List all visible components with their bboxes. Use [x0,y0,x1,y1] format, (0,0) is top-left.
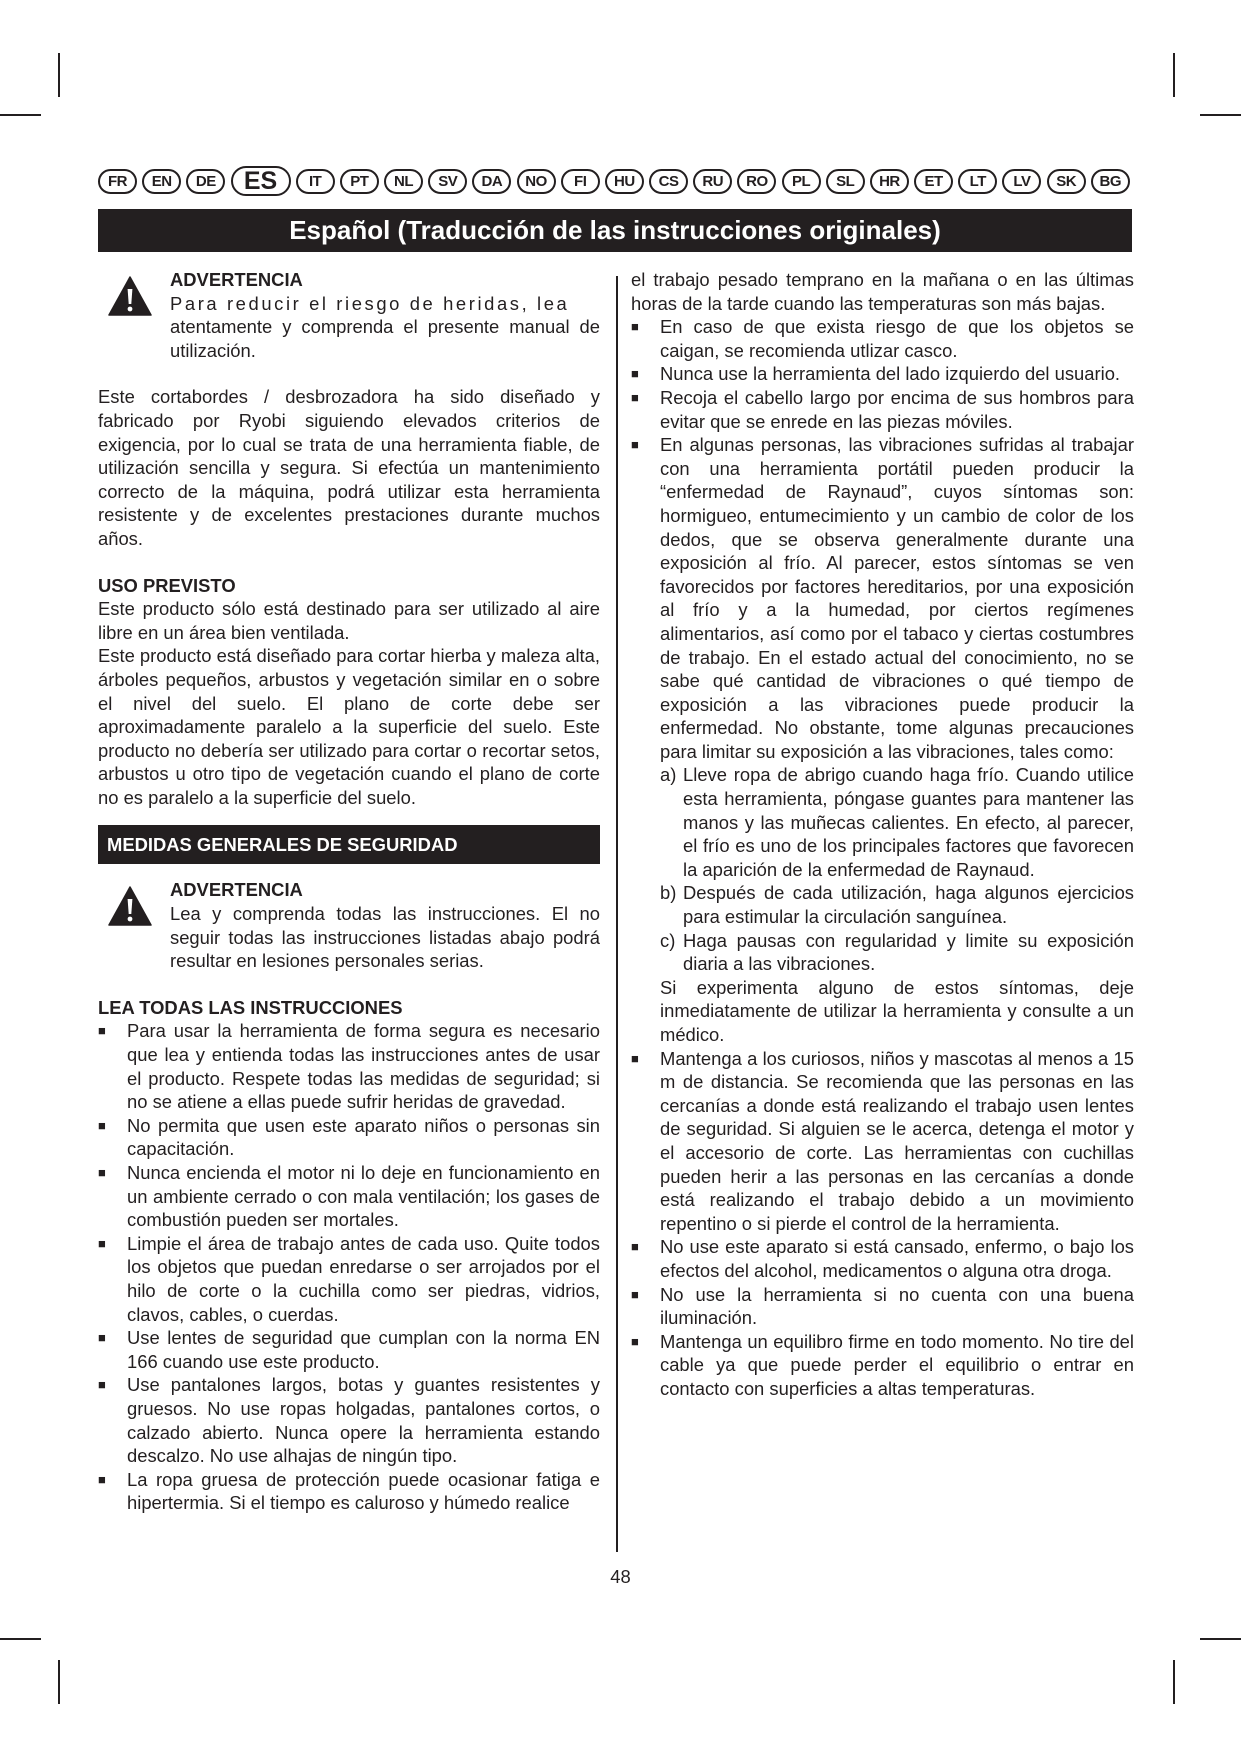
list-item-text: Use lentes de seguridad que cumplan con la norma EN 166 cuando use este producto. [127,1327,600,1372]
uso-previsto-heading: USO PREVISTO [98,574,236,596]
sub-item-label: c) [660,929,676,951]
list-item [631,1235,1134,1282]
list-item [98,1161,600,1232]
safety-list [98,1019,600,1514]
uso-previsto-paragraph: Este producto sólo está destinado para ser utilizado al aire libre en un área bien ventilada. [98,598,600,643]
vibration-subitems [631,763,1134,1046]
list-item [98,1114,600,1161]
lang-tab-en: EN [142,169,181,194]
list-item-text: Limpie el área de trabajo antes de cada uso. Quite todos los objetos que puedan enredarse o ser arrojados por el hilo de corte o la cuchilla como ser piedras, vidrios, clavos, cables, o cuerdas. [127,1232,600,1325]
list-item-text: En algunas personas, las vibraciones sufridas al trabajar con una herramienta portátil pueden producir la “enfermedad de Raynaud”, cuyos síntomas son: hormigueo, entumecimiento y un cambio de color de los dedos, que se observa generalmente durante una exposición al frío. Al parecer, estos síntomas se ven favorecidos por factores hereditarios, por una exposición al frío y a la humedad, por ciertos regímenes alimentarios, así como por el tabaco y ciertas costumbres de trabajo. En el estado actual del conocimiento, no se sabe qué cantidad de vibraciones o qué tiempo de exposición a las vibraciones puede producir la enfermedad. No obstante, tome algunas precauciones para limitar su exposición a las vibraciones, tales como: [660,434,1134,762]
list-item-text: Mantenga un equilibro firme en todo momento. No tire del cable ya que puede perder el equilibrio o entrar en contacto con superficies a altas temperaturas. [660,1330,1134,1399]
crop-mark [1173,53,1175,97]
list-item [98,1232,600,1326]
list-item [98,1326,600,1373]
lang-tab-de: DE [186,169,225,194]
lang-tab-lt: LT [958,169,997,194]
warning-triangle-icon [108,276,152,316]
right-column [631,268,1134,1401]
lang-tab-hr: HR [870,169,909,194]
sub-item [660,763,1134,881]
language-tabs [98,166,1130,196]
bullet-icon: ■ [98,1235,106,1251]
list-item [98,1019,600,1113]
warning-block [98,878,600,972]
crop-mark [58,1660,60,1704]
crop-mark [1200,1638,1241,1640]
list-item-text: No use este aparato si está cansado, enfermo, o bajo los efectos del alcohol, medicamentos o alguna otra droga. [660,1236,1134,1281]
safety-list [631,315,1134,763]
lang-tab-hu: HU [605,169,644,194]
list-item [98,1373,600,1467]
list-item [631,386,1134,433]
list-item [631,315,1134,362]
after-subitems-paragraph: Si experimenta alguno de estos síntomas, deje inmediatamente de utilizar la herramienta y consulte a un médico. [660,976,1134,1045]
crop-mark [1200,114,1241,116]
list-item-text: La ropa gruesa de protección puede ocasionar fatiga e hipertermia. Si el tiempo es caluroso y húmedo realice [127,1468,600,1514]
sub-item-text: Después de cada utilización, haga algunos ejercicios para estimular la circulación sanguínea. [683,882,1134,928]
uso-previsto-paragraph: Este producto está diseñado para cortar hierba y maleza alta, árboles pequeños, arbustos y vegetación similar en o sobre el nivel del suelo. El plano de corte debe ser aproximadamente paralelo a la superficie del suelo. Este producto no debería ser utilizado para cortar o recortar setos, arbustos u otro tipo de vegetación cuando el plano de corte no es paralelo a la superficie del suelo. [98,645,600,808]
lang-tab-sk: SK [1047,169,1086,194]
lea-heading: LEA TODAS LAS INSTRUCCIONES [98,996,403,1018]
bullet-icon: ■ [98,1117,106,1133]
bullet-icon: ■ [98,1471,106,1487]
sub-item-label: a) [660,764,677,786]
warning-triangle-icon [108,886,152,926]
lang-tab-it: IT [296,169,335,194]
sub-item [660,929,1134,976]
list-item-text: Nunca use la herramienta del lado izquierdo del usuario. [660,363,1121,385]
bullet-icon: ■ [98,1377,106,1393]
lang-tab-es: ES [231,166,291,196]
lang-tab-lv: LV [1002,169,1041,194]
sub-item [660,881,1134,928]
sub-item-label: b) [660,882,677,904]
lang-tab-pt: PT [340,169,379,194]
list-item-text: Recoja el cabello largo por encima de sus hombros para evitar que se enrede en las piezas móviles. [660,386,1134,432]
bullet-icon: ■ [631,366,639,382]
lang-tab-sv: SV [428,169,467,194]
crop-mark [0,1638,41,1640]
column-divider [616,276,618,1552]
bullet-icon: ■ [631,1239,639,1255]
page-title: Español (Traducción de las instrucciones originales) [98,209,1132,252]
bullet-icon: ■ [98,1023,106,1039]
list-item [631,1283,1134,1330]
crop-mark [58,53,60,97]
lang-tab-fr: FR [98,169,137,194]
list-item [631,362,1134,386]
continuation-paragraph: el trabajo pesado temprano en la mañana o en las últimas horas de la tarde cuando las temperaturas son más bajas. [631,269,1134,314]
bullet-icon: ■ [98,1330,106,1346]
warning-block [98,268,600,362]
lang-tab-bg: BG [1091,169,1130,194]
section-heading: MEDIDAS GENERALES DE SEGURIDAD [98,825,600,864]
warning-text: Lea y comprenda todas las instrucciones. El no seguir todas las instrucciones listadas abajo podrá resultar en lesiones personales serias. [170,903,600,972]
warning-title: ADVERTENCIA [170,879,303,901]
lang-tab-da: DA [472,169,511,194]
list-item-text: Para usar la herramienta de forma segura es necesario que lea y entienda todas las instrucciones antes de usar el producto. Respete todas las medidas de seguridad; si no se atiene a ellas puede sufrir heridas de gravedad. [127,1020,600,1113]
crop-mark [0,114,41,116]
left-column [98,268,600,1515]
sub-item-text: Haga pausas con regularidad y limite su exposición diaria a las vibraciones. [683,929,1134,975]
list-item [631,1047,1134,1236]
lang-tab-fi: FI [561,169,600,194]
bullet-icon: ■ [631,389,639,405]
lang-tab-et: ET [914,169,953,194]
safety-list [631,1047,1134,1401]
bullet-icon: ■ [631,437,639,453]
page-number: 48 [610,1566,631,1587]
crop-mark [1173,1660,1175,1704]
list-item [631,1330,1134,1401]
warning-text: atentamente y comprenda el presente manual de utilización. [170,316,600,361]
lang-tab-sl: SL [826,169,865,194]
lang-tab-no: NO [517,169,556,194]
sub-item-text: Lleve ropa de abrigo cuando haga frío. Cuando utilice esta herramienta, póngase guantes para mantener las manos y las muñecas calientes. En efecto, al parecer, el frío es uno de los principales factores que favorecen la aparición de la enfermedad de Raynaud. [683,764,1134,880]
bullet-icon: ■ [631,1286,639,1302]
lang-tab-cs: CS [649,169,688,194]
warning-text-line: Para reducir el riesgo de heridas, lea [170,292,570,314]
list-item-text: No use la herramienta si no cuenta con una buena iluminación. [660,1283,1134,1329]
bullet-icon: ■ [631,1333,639,1349]
bullet-icon: ■ [631,319,639,335]
warning-title: ADVERTENCIA [170,269,303,290]
lang-tab-pl: PL [782,169,821,194]
intro-paragraph: Este cortabordes / desbrozadora ha sido diseñado y fabricado por Ryobi siguiendo elevados criterios de exigencia, por lo cual se trata de una herramienta fiable, de utilización sencilla y segura. Si efectúa un mantenimiento correcto de la máquina, podrá utilizar esta herramienta resistente y de excelentes prestaciones durante muchos años. [98,386,600,549]
list-item-text: No permita que usen este aparato niños o personas sin capacitación. [127,1114,600,1160]
bullet-icon: ■ [631,1050,639,1066]
lang-tab-ro: RO [737,169,776,194]
list-item-text: Use pantalones largos, botas y guantes resistentes y gruesos. No use ropas holgadas, pantalones cortos, o calzado abierto. Nunca opere la herramienta estando descalzo. No use alhajas de ningún tipo. [127,1374,600,1467]
lang-tab-ru: RU [693,169,732,194]
list-item-text: Nunca encienda el motor ni lo deje en funcionamiento en un ambiente cerrado o con mala ventilación; los gases de combustión pueden ser mortales. [127,1162,600,1231]
list-item [98,1468,600,1515]
list-item [631,433,1134,763]
bullet-icon: ■ [98,1165,106,1180]
lang-tab-nl: NL [384,169,423,194]
list-item-text: Mantenga a los curiosos, niños y mascotas al menos a 15 m de distancia. Se recomienda que las personas en las cercanías a donde está realizando el trabajo usen lentes de seguridad. Si alguien se le acerca, detenga el motor y el accesorio de corte. Las herramientas con cuchillas pueden herir a las personas en las cercanías a donde está realizando el trabajo debido a un movimiento repentino o si pierde el control de la herramienta. [660,1047,1134,1234]
list-item-text: En caso de que exista riesgo de que los objetos se caigan, se recomienda utlizar casco. [660,316,1134,361]
